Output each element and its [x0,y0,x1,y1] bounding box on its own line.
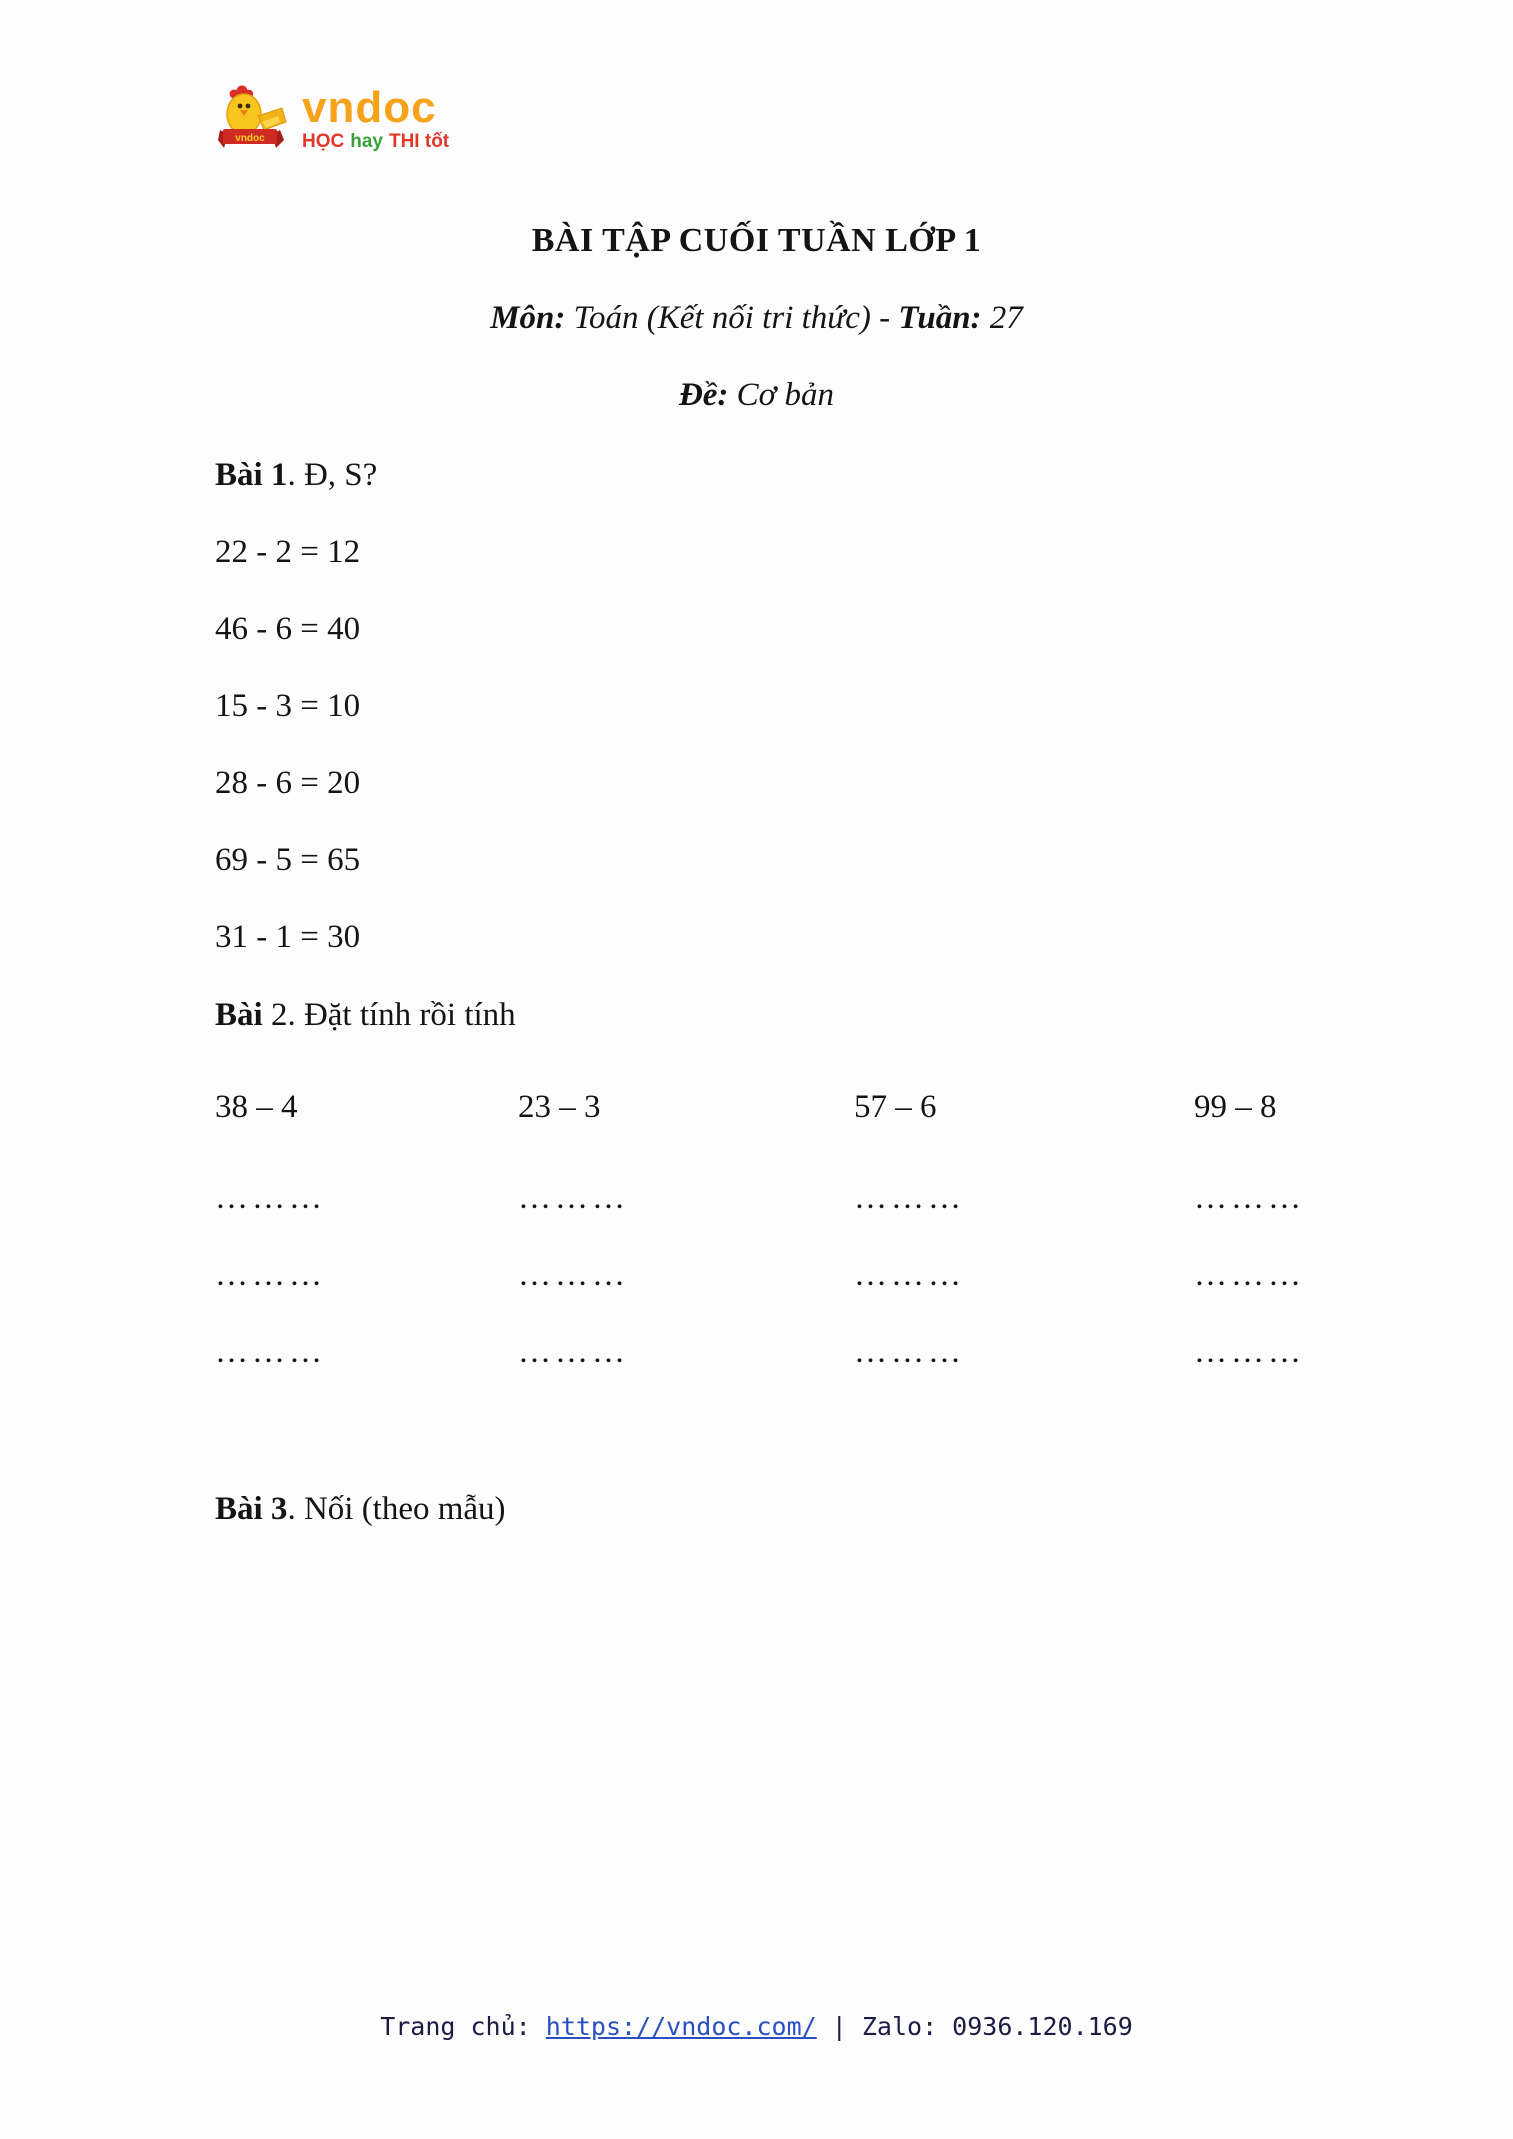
equation-line: 69 - 5 = 65 [215,842,361,878]
answer-dots: ……… [518,1180,629,1216]
exercise1-heading-number: Bài 1 [215,457,288,493]
exercise2-problems-row [215,1089,1513,1126]
week-value: 27 [981,300,1023,336]
page-footer [0,2012,1513,2041]
footer-divider: | [816,2012,862,2041]
answer-dots-row [215,1180,1513,1217]
answer-dots: ……… [854,1180,965,1216]
answer-dots: ……… [518,1257,629,1293]
vndoc-logo [218,82,449,152]
subtraction-problem: 38 – 4 [215,1089,298,1125]
equation-line: 46 - 6 = 40 [215,611,361,647]
exercise2-heading-text: 2. Đặt tính rồi tính [262,997,516,1033]
answer-dots-row [215,1334,1513,1371]
answer-dots: ……… [1194,1334,1305,1370]
footer-home-label: Trang chủ: [380,2012,546,2041]
answer-dots: ……… [854,1257,965,1293]
document-variant [0,377,1513,414]
answer-dots: ……… [1194,1180,1305,1216]
subtraction-problem: 99 – 8 [1194,1089,1277,1125]
footer-zalo: Zalo: 0936.120.169 [861,2012,1133,2041]
week-label: Tuần: [898,300,982,336]
exercise3-heading [215,1491,506,1528]
document-title: BÀI TẬP CUỐI TUẦN LỚP 1 [531,222,982,259]
subtraction-problem: 23 – 3 [518,1089,601,1125]
brand-name: vndoc [302,83,437,132]
home-link[interactable]: https://vndoc.com/ [545,2012,817,2041]
exercise1-heading [215,457,377,494]
answer-dots: ……… [215,1257,326,1293]
equation-line: 31 - 1 = 30 [215,919,361,955]
answer-dots-row [215,1257,1513,1294]
variant-label: Đề: [678,377,729,413]
tagline-hay: hay [350,131,383,152]
answer-dots: ……… [215,1180,326,1216]
answer-dots: ……… [1194,1257,1305,1293]
exercise1-heading-text: . Đ, S? [287,457,378,493]
chicken-mascot-icon [218,82,292,152]
exercise3-heading-text: . Nối (theo mẫu) [287,1491,506,1527]
equation-line: 22 - 2 = 12 [215,534,361,570]
answer-dots: ……… [215,1334,326,1370]
brand-tagline [302,132,449,152]
answer-dots: ……… [518,1334,629,1370]
equation-line: 15 - 3 = 10 [215,688,361,724]
variant-value: Cơ bản [728,377,835,413]
tagline-hoc: HỌC [302,131,345,152]
subject-value: Toán (Kết nối tri thức) - [565,300,899,336]
logo-text-block [302,82,449,152]
subject-label: Môn: [490,300,566,336]
answer-dots: ……… [854,1334,965,1370]
exercise3-heading-number: Bài 3 [215,1491,288,1527]
logo-banner-text: vndoc [235,133,265,144]
exercise2-heading [215,997,516,1034]
subtraction-problem: 57 – 6 [854,1089,937,1125]
equation-line: 28 - 6 = 20 [215,765,361,801]
tagline-thi-tot: THI tốt [388,131,450,152]
exercise2-heading-number: Bài [215,997,263,1033]
document-subtitle [0,300,1513,337]
